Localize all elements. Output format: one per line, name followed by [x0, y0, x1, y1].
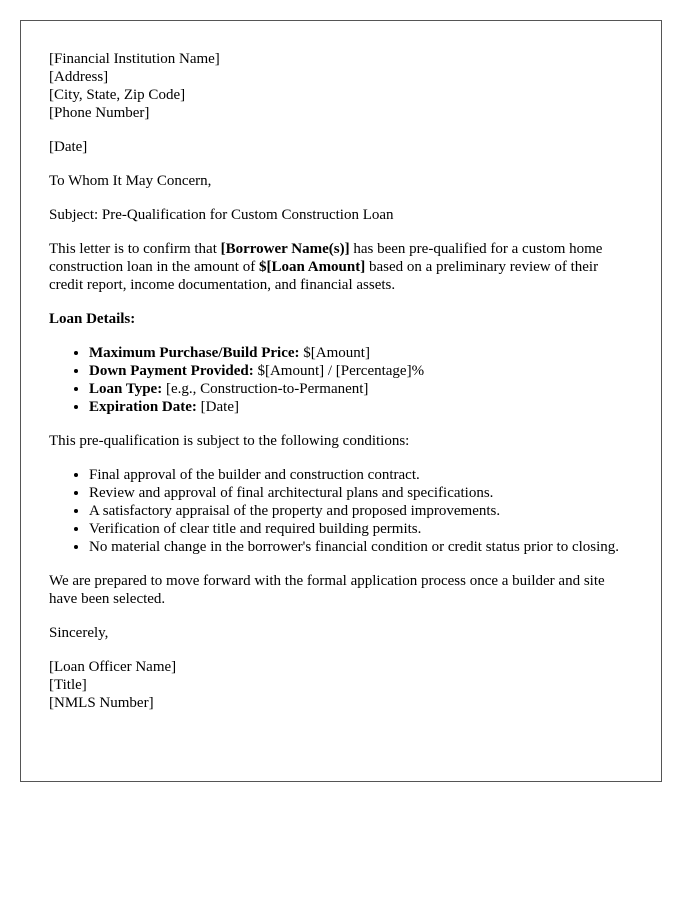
salutation: To Whom It May Concern,: [49, 173, 212, 189]
loan-details-heading: [49, 310, 633, 328]
loan-details-list: [49, 344, 633, 416]
detail-value: $[Amount]: [299, 345, 370, 361]
list-item: [89, 362, 633, 380]
list-item: [89, 380, 633, 398]
list-item: [89, 398, 633, 416]
detail-value: [Date]: [196, 399, 239, 415]
borrower-name: [Borrower Name(s)]: [220, 241, 350, 257]
intro-text-1: This letter is to confirm that: [49, 241, 221, 257]
institution-name: [Financial Institution Name]: [49, 51, 220, 67]
detail-label: Maximum Purchase/Build Price:: [89, 345, 300, 361]
list-item: • Verification of clear title and required building permits.: [89, 520, 633, 538]
detail-value: $[Amount] / [Percentage]%: [253, 363, 425, 379]
list-item: • A satisfactory appraisal of the property and proposed improvements.: [89, 502, 633, 520]
closing-paragraph: We are prepared to move forward with the formal application process once a builder and site have been selected.: [49, 573, 605, 607]
letter-page: [20, 20, 662, 782]
intro-text-2: has been pre-qualified for a custom home construction loan in the amount of: [49, 241, 603, 275]
loan-details-heading-text: Loan Details:: [49, 311, 136, 327]
detail-label: Down Payment Provided:: [89, 363, 254, 379]
signature-block: [49, 658, 633, 712]
loan-amount: $[Loan Amount]: [258, 259, 366, 275]
detail-label: Loan Type:: [89, 381, 163, 397]
institution-address: [Address]: [49, 69, 109, 85]
institution-phone: [Phone Number]: [49, 105, 150, 121]
intro-text-3: based on a preliminary review of their credit report, income documentation, and financial assets.: [49, 259, 599, 293]
letter-date: [Date]: [49, 139, 88, 155]
institution-header: [49, 50, 633, 122]
list-item: [89, 344, 633, 362]
nmls-number: [NMLS Number]: [49, 695, 154, 711]
detail-label: Expiration Date:: [89, 399, 197, 415]
list-item: • Final approval of the builder and construction contract.: [89, 466, 633, 484]
conditions-list: [49, 466, 633, 556]
subject-line: Subject: Pre-Qualification for Custom Construction Loan: [49, 207, 394, 223]
list-item: • Review and approval of final architectural plans and specifications.: [89, 484, 633, 502]
intro-paragraph: [49, 240, 633, 294]
institution-city-state-zip: [City, State, Zip Code]: [49, 87, 186, 103]
detail-value: [e.g., Construction-to-Permanent]: [162, 381, 369, 397]
conditions-intro: This pre-qualification is subject to the following conditions:: [49, 433, 410, 449]
list-item: • No material change in the borrower's financial condition or credit status prior to closing.: [89, 538, 633, 556]
signoff: Sincerely,: [49, 625, 109, 641]
loan-officer-title: [Title]: [49, 677, 87, 693]
loan-officer-name: [Loan Officer Name]: [49, 659, 177, 675]
